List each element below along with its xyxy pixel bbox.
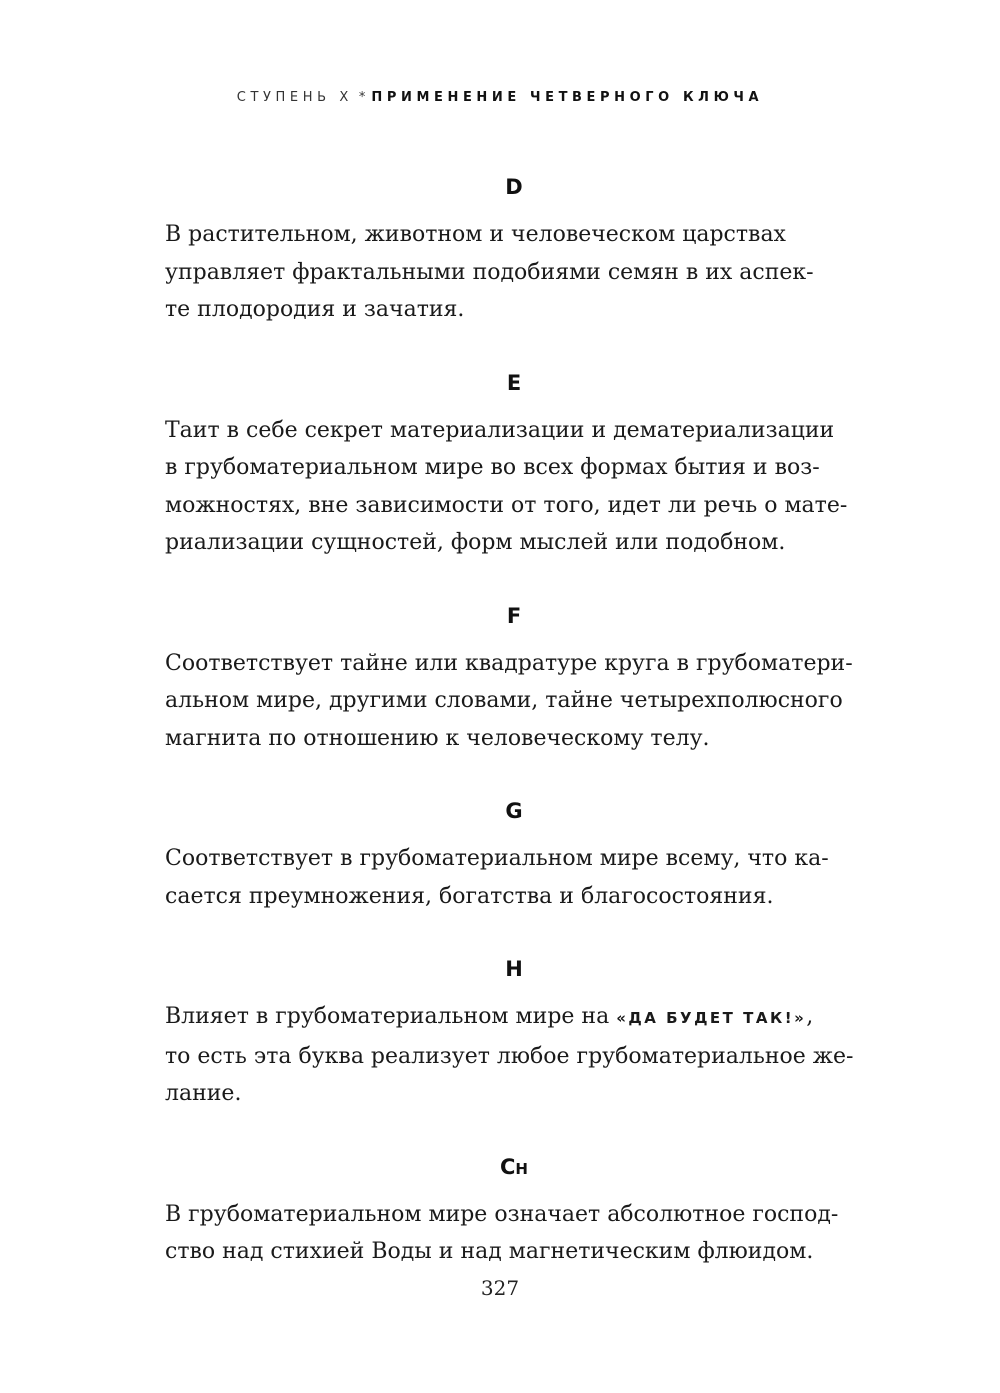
paragraph-line: Соответствует тайне или квадратуре круга в грубоматери- [165, 650, 853, 676]
paragraph-line: ство над стихией Воды и над магнетическим флюидом. [165, 1239, 814, 1264]
section-ch [165, 1150, 863, 1271]
section-paragraph [165, 412, 863, 562]
section-paragraph [165, 1196, 863, 1271]
section-paragraph [165, 645, 863, 758]
section-letter: H [505, 957, 523, 981]
section-f [165, 599, 863, 758]
section-paragraph [165, 998, 863, 1113]
paragraph-line: в грубоматериальном мире во всех формах бытия и воз- [165, 455, 820, 480]
section-d [165, 170, 863, 329]
running-head-title: ПРИМЕНЕНИЕ ЧЕТВЕРНОГО КЛЮЧА [371, 90, 764, 105]
section-letter-sub: H [515, 1159, 528, 1178]
section-letter: F [506, 603, 522, 628]
running-head-separator: * [358, 90, 366, 105]
section-letter: D [505, 175, 523, 199]
paragraph-line: сается преумножения, богатства и благосостояния. [165, 883, 774, 909]
section-g [165, 794, 863, 915]
section-letter-main: C [500, 1154, 516, 1179]
paragraph-line: альном мире, другими словами, тайне четырехполюсного [165, 688, 843, 713]
paragraph-line: те плодородия и зачатия. [165, 297, 465, 322]
emphasis-phrase: «ДА БУДЕТ ТАК!» [616, 1009, 807, 1027]
paragraph-line [165, 998, 863, 1038]
page-content [165, 170, 863, 1308]
section-letter: G [505, 799, 523, 823]
paragraph-line: лание. [165, 1081, 242, 1106]
section-e [165, 366, 863, 562]
running-head-part: СТУПЕНЬ X [236, 90, 353, 105]
section-paragraph [165, 840, 863, 915]
section-letter: E [506, 370, 522, 395]
section-letter [165, 1150, 863, 1184]
paragraph-line: управляет фрактальными подобиями семян в их аспек- [165, 259, 814, 285]
paragraph-text: Влияет в грубоматериальном мире на [165, 1004, 617, 1029]
running-head [0, 90, 1000, 105]
paragraph-line: можностях, вне зависимости от того, идет ли речь о мате- [165, 492, 848, 518]
paragraph-line: магнита по отношению к человеческому телу. [165, 725, 710, 751]
page-number: 327 [480, 1276, 520, 1300]
paragraph-line: Соответствует в грубоматериальном мире всему, что ка- [165, 846, 829, 871]
paragraph-punctuation: , [806, 1004, 814, 1029]
paragraph-line: В грубоматериальном мире означает абсолютное господ- [165, 1201, 839, 1227]
section-paragraph [165, 216, 863, 329]
paragraph-line: риализации сущностей, форм мыслей или подобном. [165, 530, 786, 555]
paragraph-line: Таит в себе секрет материализации и дематериализации [165, 417, 835, 443]
section-h [165, 952, 863, 1113]
paragraph-line: то есть эта буква реализует любое грубоматериальное же- [165, 1043, 854, 1069]
paragraph-line: В растительном, животном и человеческом царствах [165, 222, 786, 247]
